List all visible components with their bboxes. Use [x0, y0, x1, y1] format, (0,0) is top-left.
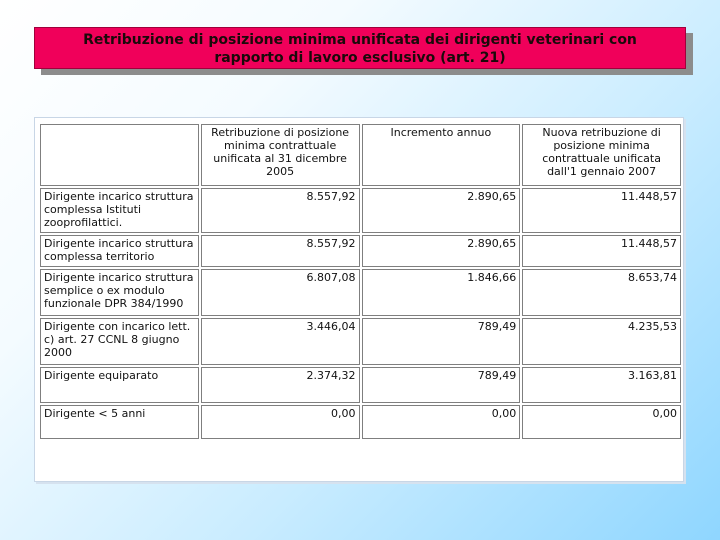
table-row — [40, 367, 681, 403]
table-row — [40, 235, 681, 267]
title-line-2: rapporto di lavoro esclusivo (art. 21) — [214, 50, 506, 66]
table-row — [40, 269, 681, 316]
header-row — [40, 124, 681, 186]
cell-retribuzione-2005: 8.557,92 — [201, 235, 360, 267]
header-cell-retribuzione-2005: Retribuzione di posizione minima contrattuale unificata al 31 dicembre 2005 — [201, 124, 360, 186]
row-label: Dirigente incarico struttura complessa Istituti zooprofilattici. — [40, 188, 199, 233]
header-cell-nuova-retribuzione-2007: Nuova retribuzione di posizione minima contrattuale unificata dall'1 gennaio 2007 — [522, 124, 681, 186]
row-label: Dirigente < 5 anni — [40, 405, 199, 439]
slide-title — [34, 27, 686, 69]
cell-incremento: 2.890,65 — [362, 188, 521, 233]
cell-retribuzione-2005: 3.446,04 — [201, 318, 360, 365]
row-label: Dirigente equiparato — [40, 367, 199, 403]
cell-incremento: 1.846,66 — [362, 269, 521, 316]
cell-retribuzione-2005: 8.557,92 — [201, 188, 360, 233]
cell-nuova-retribuzione: 3.163,81 — [522, 367, 681, 403]
cell-nuova-retribuzione: 4.235,53 — [522, 318, 681, 365]
cell-incremento: 0,00 — [362, 405, 521, 439]
table-row — [40, 188, 681, 233]
table-panel — [34, 117, 684, 482]
cell-nuova-retribuzione: 11.448,57 — [522, 235, 681, 267]
row-label: Dirigente incarico struttura complessa territorio — [40, 235, 199, 267]
cell-retribuzione-2005: 0,00 — [201, 405, 360, 439]
cell-nuova-retribuzione: 0,00 — [522, 405, 681, 439]
title-line-1: Retribuzione di posizione minima unificata dei dirigenti veterinari con — [83, 32, 637, 48]
cell-incremento: 789,49 — [362, 318, 521, 365]
cell-nuova-retribuzione: 8.653,74 — [522, 269, 681, 316]
cell-incremento: 789,49 — [362, 367, 521, 403]
table-row — [40, 318, 681, 365]
header-cell-incremento: Incremento annuo — [362, 124, 521, 186]
cell-nuova-retribuzione: 11.448,57 — [522, 188, 681, 233]
row-label: Dirigente con incarico lett. c) art. 27 CCNL 8 giugno 2000 — [40, 318, 199, 365]
row-label: Dirigente incarico struttura semplice o ex modulo funzionale DPR 384/1990 — [40, 269, 199, 316]
salary-table — [38, 122, 683, 441]
header-cell-empty — [40, 124, 199, 186]
table-row — [40, 405, 681, 439]
cell-retribuzione-2005: 6.807,08 — [201, 269, 360, 316]
cell-incremento: 2.890,65 — [362, 235, 521, 267]
cell-retribuzione-2005: 2.374,32 — [201, 367, 360, 403]
